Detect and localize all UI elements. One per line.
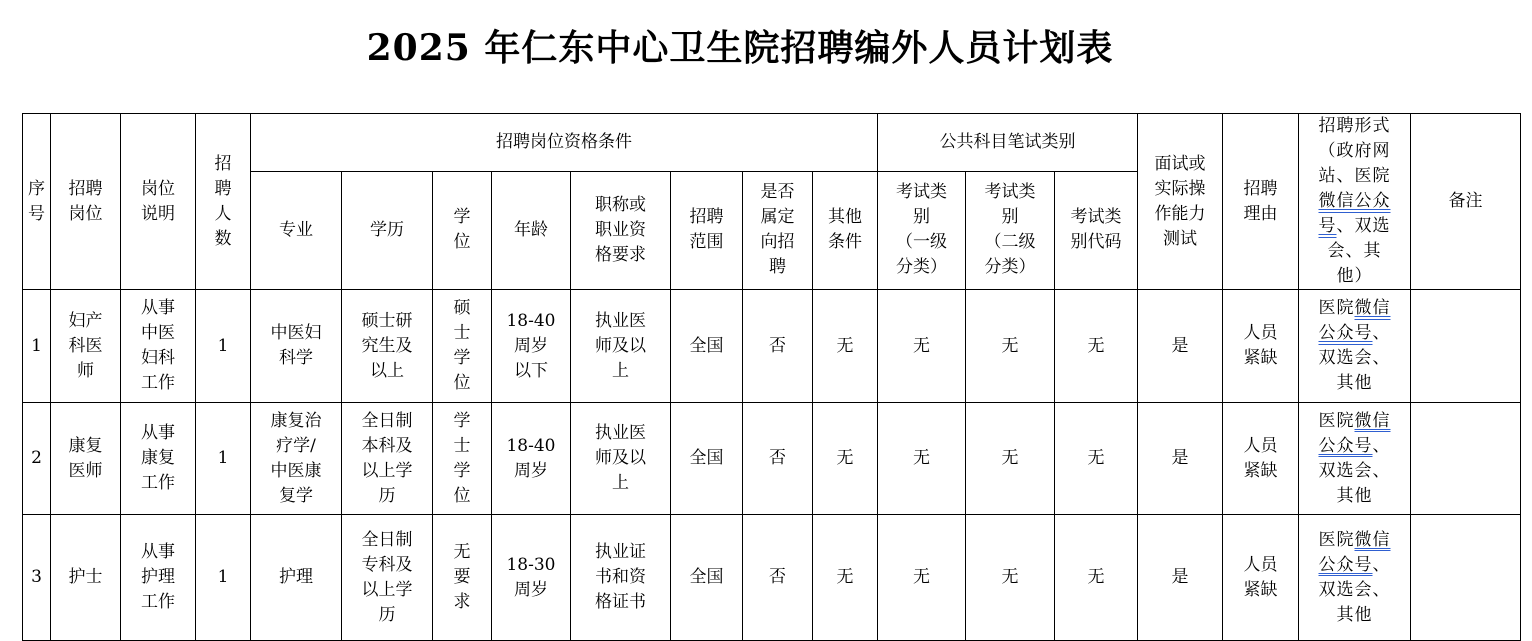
- cell-exam-cat2: 无: [966, 290, 1055, 403]
- cell-age: 18-40 周岁 以下: [492, 290, 571, 403]
- header-directed: 是否 属定 向招 聘: [743, 171, 813, 289]
- cell-exam-cat1: 无: [878, 290, 966, 403]
- cell-education: 全日制 本科及 以上学 历: [342, 403, 433, 515]
- header-form-post: 、双选会、其他）: [1327, 216, 1391, 286]
- cell-exam-code: 无: [1055, 515, 1138, 641]
- header-education: 学历: [342, 171, 433, 289]
- cell-major: 康复治 疗学/ 中医康 复学: [251, 403, 342, 515]
- cell-count: 1: [196, 515, 251, 641]
- header-degree: 学 位: [433, 171, 492, 289]
- cell-form: [1299, 290, 1411, 403]
- page-title: 2025 年仁东中心卫生院招聘编外人员计划表: [366, 27, 1114, 69]
- cell-exam-cat1: 无: [878, 403, 966, 515]
- cell-count: 1: [196, 403, 251, 515]
- cell-education: 硕士研 究生及 以上: [342, 290, 433, 403]
- header-count: 招 聘 人 数: [196, 114, 251, 290]
- table-row: [23, 290, 1521, 403]
- cell-exam-code: 无: [1055, 403, 1138, 515]
- cell-degree: 学 士 学 位: [433, 403, 492, 515]
- form-link[interactable]: 微信公众号: [1318, 298, 1391, 343]
- cell-major: 护理: [251, 515, 342, 641]
- cell-other: 无: [813, 290, 878, 403]
- cell-directed: 否: [743, 515, 813, 641]
- cell-interview: 是: [1138, 403, 1223, 515]
- header-row: [23, 114, 1521, 172]
- cell-form: [1299, 515, 1411, 641]
- cell-exam-cat1: 无: [878, 515, 966, 641]
- cell-form: [1299, 403, 1411, 515]
- recruitment-table: [22, 113, 1521, 641]
- cell-interview: 是: [1138, 515, 1223, 641]
- form-pre: 医院: [1318, 410, 1355, 431]
- cell-remark: [1411, 290, 1521, 403]
- cell-exam-cat2: 无: [966, 403, 1055, 515]
- cell-interview: 是: [1138, 290, 1223, 403]
- header-form: [1299, 114, 1411, 290]
- header-position: 招聘 岗位: [51, 114, 121, 290]
- cell-desc: 从事 中医 妇科 工作: [121, 290, 196, 403]
- form-link[interactable]: 微信公众号: [1318, 529, 1391, 575]
- cell-exam-code: 无: [1055, 290, 1138, 403]
- cell-reason: 人员 紧缺: [1223, 403, 1299, 515]
- cell-reason: 人员 紧缺: [1223, 515, 1299, 641]
- header-form-pre: 招聘形式（政府网站、医院: [1318, 116, 1391, 186]
- cell-reason: 人员 紧缺: [1223, 290, 1299, 403]
- cell-major: 中医妇 科学: [251, 290, 342, 403]
- cell-title-req: 执业证 书和资 格证书: [571, 515, 671, 641]
- cell-position: 妇产 科医 师: [51, 290, 121, 403]
- form-post: 、双选会、其他: [1318, 554, 1391, 625]
- form-post: 、双选会、其他: [1318, 435, 1391, 506]
- cell-education: 全日制 专科及 以上学 历: [342, 515, 433, 641]
- cell-remark: [1411, 403, 1521, 515]
- header-form-link[interactable]: 微信公众号: [1318, 191, 1391, 236]
- cell-scope: 全国: [671, 290, 743, 403]
- header-interview: 面试或 实际操 作能力 测试: [1138, 114, 1223, 290]
- cell-title-req: 执业医 师及以 上: [571, 290, 671, 403]
- header-seq: 序 号: [23, 114, 51, 290]
- header-qualifications: 招聘岗位资格条件: [251, 114, 878, 172]
- cell-age: 18-40 周岁: [492, 403, 571, 515]
- cell-position: 护士: [51, 515, 121, 641]
- cell-title-req: 执业医 师及以 上: [571, 403, 671, 515]
- cell-directed: 否: [743, 403, 813, 515]
- header-exam-cat1: 考试类 别 （一级 分类）: [878, 171, 966, 289]
- cell-directed: 否: [743, 290, 813, 403]
- cell-seq: 3: [23, 515, 51, 641]
- table-row: [23, 515, 1521, 641]
- header-exam-cat2: 考试类 别 （二级 分类）: [966, 171, 1055, 289]
- header-scope: 招聘 范围: [671, 171, 743, 289]
- cell-degree: 无 要 求: [433, 515, 492, 641]
- header-exam-group: 公共科目笔试类别: [878, 114, 1138, 172]
- form-post: 、双选会、其他: [1318, 323, 1391, 393]
- cell-desc: 从事 康复 工作: [121, 403, 196, 515]
- header-age: 年龄: [492, 171, 571, 289]
- cell-other: 无: [813, 403, 878, 515]
- header-remark: 备注: [1411, 114, 1521, 290]
- header-title-req: 职称或 职业资 格要求: [571, 171, 671, 289]
- cell-remark: [1411, 515, 1521, 641]
- cell-degree: 硕 士 学 位: [433, 290, 492, 403]
- form-link[interactable]: 微信公众号: [1318, 410, 1391, 456]
- cell-seq: 2: [23, 403, 51, 515]
- cell-exam-cat2: 无: [966, 515, 1055, 641]
- cell-desc: 从事 护理 工作: [121, 515, 196, 641]
- cell-count: 1: [196, 290, 251, 403]
- cell-seq: 1: [23, 290, 51, 403]
- header-desc: 岗位 说明: [121, 114, 196, 290]
- cell-age: 18-30 周岁: [492, 515, 571, 641]
- header-major: 专业: [251, 171, 342, 289]
- header-other: 其他 条件: [813, 171, 878, 289]
- cell-position: 康复 医师: [51, 403, 121, 515]
- cell-scope: 全国: [671, 403, 743, 515]
- header-reason: 招聘 理由: [1223, 114, 1299, 290]
- form-pre: 医院: [1318, 298, 1355, 318]
- table-row: [23, 403, 1521, 515]
- cell-scope: 全国: [671, 515, 743, 641]
- header-exam-code: 考试类 别代码: [1055, 171, 1138, 289]
- form-pre: 医院: [1318, 529, 1355, 550]
- cell-other: 无: [813, 515, 878, 641]
